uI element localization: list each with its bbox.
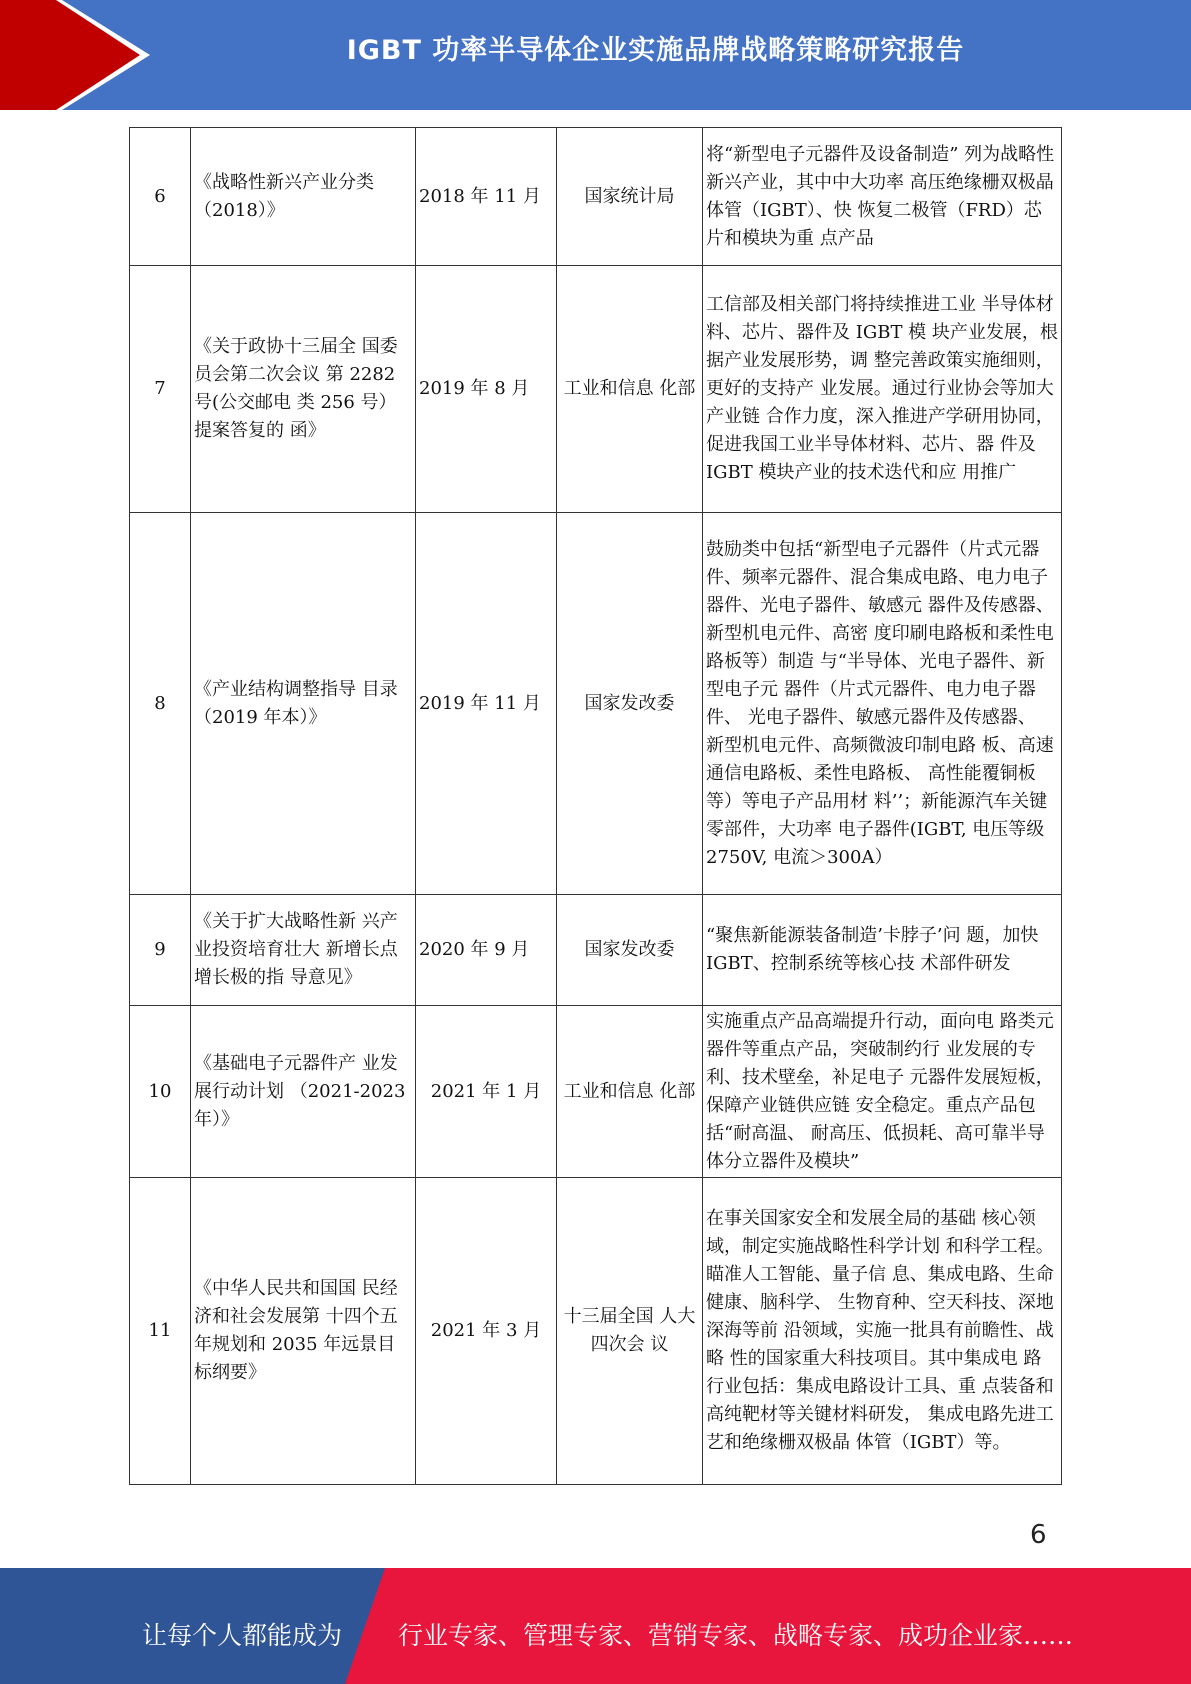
row-number: 6	[130, 128, 191, 266]
policy-description: 在事关国家安全和发展全局的基础 核心领域，制定实施战略性科学计划 和科学工程。瞄准人工智能、量子信 息、集成电路、生命健康、脑科学、 生物育种、空天科技、深地深海等前 沿领域，实施一批具有前瞻性、战略 性的国家重大科技项目。其中集成电 路行业包括：集成电路设计工具、重 点装备和高纯靶材等关键材料研发， 集成电路先进工艺和绝缘栅双极晶 体管（IGBT）等。	[703, 1178, 1062, 1485]
policy-name: 《基础电子元器件产 业发展行动计划 （2021-2023 年）》	[191, 1006, 416, 1178]
page-header	[0, 0, 1191, 110]
issue-date: 2019 年 11 月	[416, 513, 557, 895]
issuing-department: 十三届全国 人大四次会 议	[557, 1178, 703, 1485]
table-row	[130, 895, 1062, 1006]
footer-slogan-right: 行业专家、管理专家、营销专家、战略专家、成功企业家……	[398, 1621, 1074, 1650]
row-number: 11	[130, 1178, 191, 1485]
policy-name: 《中华人民共和国国 民经济和社会发展第 十四个五年规划和 2035 年远景目标纲要》	[191, 1178, 416, 1485]
issuing-department: 工业和信息 化部	[557, 1006, 703, 1178]
issuing-department: 国家统计局	[557, 128, 703, 266]
policy-description: 实施重点产品高端提升行动，面向电 路类元器件等重点产品，突破制约行 业发展的专利、技术壁垒，补足电子 元器件发展短板，保障产业链供应链 安全稳定。重点产品包括“耐高温、 耐高压、低损耗、高可靠半导体分立器件及模块”	[703, 1006, 1062, 1178]
row-number: 8	[130, 513, 191, 895]
issue-date: 2018 年 11 月	[416, 128, 557, 266]
policy-name: 《战略性新兴产业分类（2018）》	[191, 128, 416, 266]
table-row	[130, 513, 1062, 895]
row-number: 10	[130, 1006, 191, 1178]
issuing-department: 工业和信息 化部	[557, 266, 703, 513]
page-footer	[0, 1568, 1191, 1684]
page-number: 6	[1030, 1520, 1047, 1550]
issue-date: 2021 年 3 月	[416, 1178, 557, 1485]
row-number: 9	[130, 895, 191, 1006]
table-row	[130, 128, 1062, 266]
issue-date: 2020 年 9 月	[416, 895, 557, 1006]
policy-description: 工信部及相关部门将持续推进工业 半导体材料、芯片、器件及 IGBT 模 块产业发展，根据产业发展形势，调 整完善政策实施细则，更好的支持产 业发展。通过行业协会等加大产业链 合作力度，深入推进产学研用协同， 促进我国工业半导体材料、芯片、器 件及 IGBT 模块产业的技术迭代和应 用推广	[703, 266, 1062, 513]
policy-description: 将“新型电子元器件及设备制造” 列为战略性新兴产业，其中中大功率 高压绝缘栅双极晶体管（IGBT）、快 恢复二极管（FRD）芯片和模块为重 点产品	[703, 128, 1062, 266]
issuing-department: 国家发改委	[557, 513, 703, 895]
table-row	[130, 1006, 1062, 1178]
row-number: 7	[130, 266, 191, 513]
footer-slogan-left: 让每个人都能成为	[142, 1621, 343, 1650]
issue-date: 2019 年 8 月	[416, 266, 557, 513]
policy-description: “聚焦新能源装备制造’卡脖子’问 题，加快 IGBT、控制系统等核心技 术部件研发	[703, 895, 1062, 1006]
table-row	[130, 266, 1062, 513]
issuing-department: 国家发改委	[557, 895, 703, 1006]
policy-name: 《关于扩大战略性新 兴产业投资培育壮大 新增长点增长极的指 导意见》	[191, 895, 416, 1006]
table-row	[130, 1178, 1062, 1485]
issue-date: 2021 年 1 月	[416, 1006, 557, 1178]
policy-name: 《关于政协十三届全 国委员会第二次会议 第 2282 号(公交邮电 类 256 号）提案答复的 函》	[191, 266, 416, 513]
policy-name: 《产业结构调整指导 目录（2019 年本）》	[191, 513, 416, 895]
policy-description: 鼓励类中包括“新型电子元器件（片式元器件、频率元器件、混合集成电路、电力电子器件、光电子器件、敏感元 器件及传感器、新型机电元件、高密 度印刷电路板和柔性电路板等）制造 与“半导体、光电子器件、新型电子元 器件（片式元器件、电力电子器件、 光电子器件、敏感元器件及传感器、 新型机电元件、高频微波印制电路 板、高速通信电路板、柔性电路板、 高性能覆铜板等）等电子产品用材 料’’；新能源汽车关键零部件，大功率 电子器件(IGBT, 电压等级 2750V, 电流＞300A）	[703, 513, 1062, 895]
document-title: IGBT 功率半导体企业实施品牌战略策略研究报告	[346, 35, 965, 66]
policy-table	[129, 127, 1062, 1485]
